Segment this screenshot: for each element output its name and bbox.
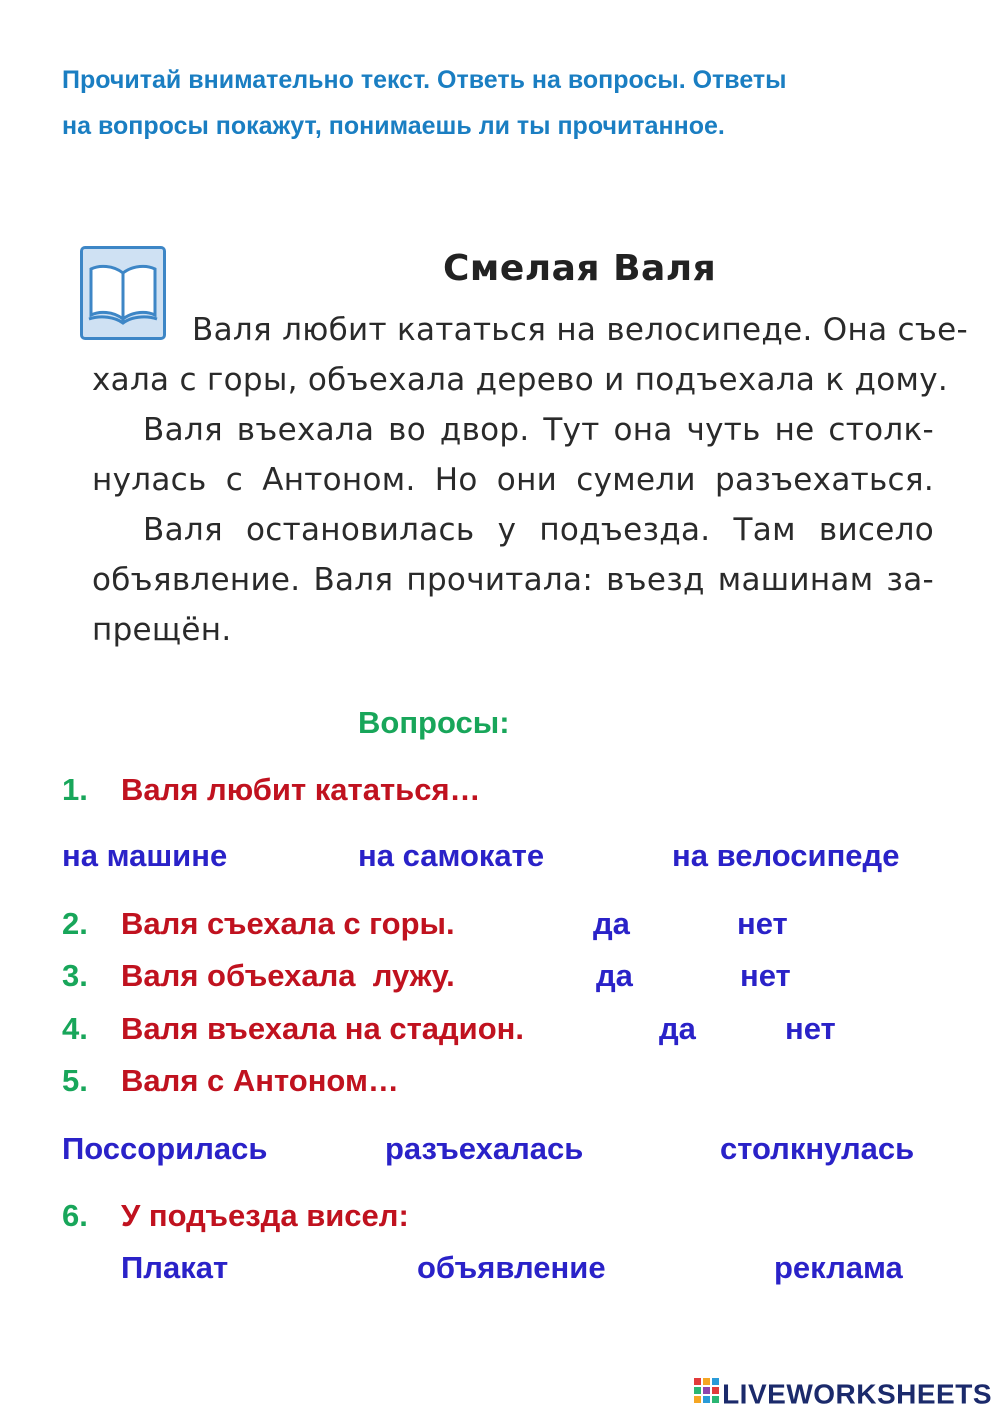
liveworksheets-logo-text: LIVEWORKSHEETS [722, 1378, 992, 1410]
story-line-7: прещён. [92, 612, 232, 648]
question-5-option-2[interactable]: разъехалась [385, 1131, 584, 1166]
question-2-no[interactable]: нет [737, 906, 788, 941]
question-6-text: У подъезда висел: [121, 1198, 409, 1233]
story-line-4: нулась с Антоном. Но они сумели разъехаться. [92, 462, 934, 498]
question-1-option-1[interactable]: на машине [62, 838, 228, 873]
story-line-5: Валя остановилась у подъезда. Там висело [143, 512, 934, 548]
question-5-option-3[interactable]: столкнулась [720, 1131, 915, 1166]
book-icon [80, 246, 166, 340]
question-3-no[interactable]: нет [740, 958, 791, 993]
question-2-number: 2. [62, 906, 88, 941]
question-1-number: 1. [62, 772, 88, 807]
question-3-text: Валя объехала лужу. [121, 958, 455, 993]
story-title: Смелая Валя [443, 248, 717, 289]
story-line-1: Валя любит кататься на велосипеде. Она съе- [192, 312, 968, 348]
instructions-line-2: на вопросы покажут, понимаешь ли ты прочитанное. [62, 112, 725, 140]
story-line-3: Валя въехала во двор. Тут она чуть не столк- [143, 412, 934, 448]
question-5-option-1[interactable]: Поссорилась [62, 1131, 268, 1166]
question-6-option-1[interactable]: Плакат [121, 1250, 229, 1285]
question-1-option-2[interactable]: на самокате [358, 838, 545, 873]
question-2-yes[interactable]: да [593, 906, 630, 941]
question-4-text: Валя въехала на стадион. [121, 1011, 525, 1046]
question-6-number: 6. [62, 1198, 88, 1233]
question-5-number: 5. [62, 1063, 88, 1098]
question-6-option-3[interactable]: реклама [774, 1250, 903, 1285]
story-line-6: объявление. Валя прочитала: въезд машинам за- [92, 562, 934, 598]
liveworksheets-logo-icon [694, 1378, 720, 1411]
question-2-text: Валя съехала с горы. [121, 906, 455, 941]
question-4-number: 4. [62, 1011, 88, 1046]
question-1-option-3[interactable]: на велосипеде [672, 838, 900, 873]
question-1-text: Валя любит кататься… [121, 772, 481, 807]
question-5-text: Валя с Антоном… [121, 1063, 399, 1098]
story-line-2: хала с горы, объехала дерево и подъехала к дому. [92, 362, 949, 398]
instructions-line-1: Прочитай внимательно текст. Ответь на вопросы. Ответы [62, 66, 787, 94]
question-3-number: 3. [62, 958, 88, 993]
question-6-option-2[interactable]: объявление [417, 1250, 606, 1285]
questions-heading: Вопросы: [358, 705, 510, 740]
question-3-yes[interactable]: да [596, 958, 633, 993]
question-4-yes[interactable]: да [659, 1011, 696, 1046]
question-4-no[interactable]: нет [785, 1011, 836, 1046]
liveworksheets-logo [694, 1377, 992, 1411]
